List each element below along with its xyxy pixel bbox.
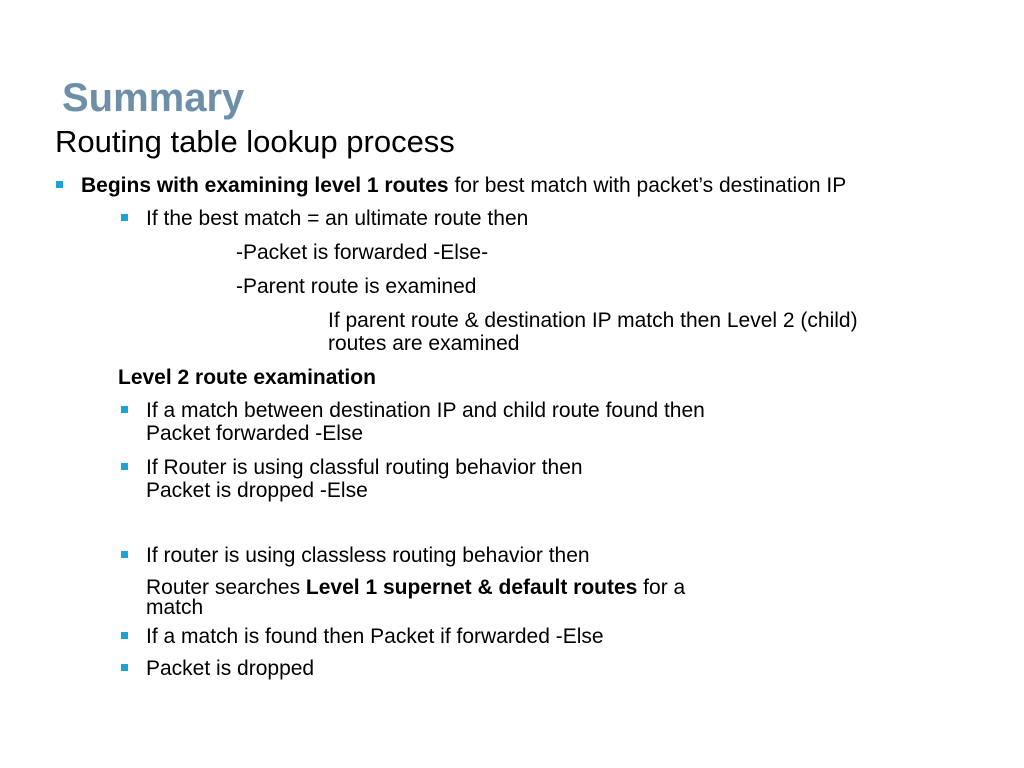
bold-text: Level 1 supernet & default routes	[305, 576, 638, 599]
text: Router searches	[146, 576, 306, 599]
text-packet-forwarded: -Packet is forwarded -Else-	[236, 241, 489, 264]
text-router-searches-line2: match	[146, 596, 204, 619]
slide-subtitle: Routing table lookup process	[55, 124, 455, 159]
bullet-classless: If router is using classless routing behavior then	[146, 544, 590, 567]
text: for a	[637, 576, 686, 599]
bullet-marker	[121, 551, 128, 558]
heading-level2-examination: Level 2 route examination	[118, 366, 376, 389]
text-router-searches-line1	[146, 576, 685, 599]
bullet-classful-line2: Packet is dropped -Else	[146, 479, 368, 502]
bullet-best-match: If the best match = an ultimate route then	[146, 207, 529, 230]
bullet-marker	[121, 406, 128, 413]
bold-text: Begins with examining level 1 routes	[81, 174, 449, 197]
bullet-marker	[56, 181, 63, 188]
bullet-child-route-match-line2: Packet forwarded -Else	[146, 422, 364, 445]
text-parent-route-examined: -Parent route is examined	[236, 275, 477, 298]
bullet-match-found: If a match is found then Packet if forwarded -Else	[146, 625, 604, 648]
text-parent-route-match-line1: If parent route & destination IP match then Level 2 (child)	[328, 309, 858, 332]
bullet-classful-line1: If Router is using classful routing behavior then	[146, 456, 583, 479]
bullet-marker	[121, 214, 128, 221]
bullet-marker	[121, 632, 128, 639]
slide-title: Summary	[62, 76, 245, 120]
bullet-child-route-match-line1: If a match between destination IP and child route found then	[146, 399, 705, 422]
bullet-marker	[121, 664, 128, 671]
text-parent-route-match-line2: routes are examined	[328, 332, 520, 355]
bullet-packet-dropped: Packet is dropped	[146, 657, 315, 680]
bullet-begins-level1	[81, 174, 846, 197]
bullet-marker	[121, 463, 128, 470]
text: for best match with packet’s destination IP	[448, 174, 847, 197]
